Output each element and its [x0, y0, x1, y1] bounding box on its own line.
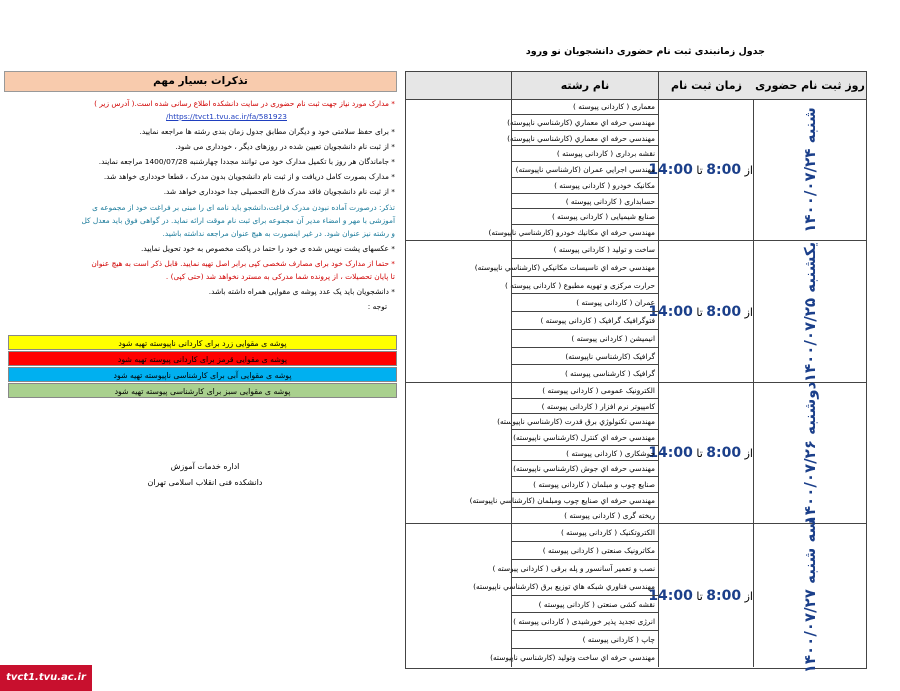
field-row: ساخت و تولید ( کاردانی پیوسته ): [511, 241, 658, 259]
time-to: 14:00: [648, 161, 693, 178]
note-line: آموزشی با مهر و امضاء مدیر آن مجموعه برای ثبت نام موقت ارائه نماید. در گواهی فوق باید معدل کل: [81, 216, 395, 225]
header-time: زمان ثبت نام: [658, 72, 754, 99]
time-from: 8:00: [706, 161, 742, 178]
note-line: * مدارک بصورت کامل دریافت و از ثبت نام دانشجویان بدون مدرک ، قطعا خودداری خواهد شد.: [103, 172, 395, 181]
schedule-group: [406, 241, 866, 383]
schedule-table: [405, 71, 867, 673]
field-row: حسابداری ( کاردانی پیوسته ): [511, 194, 658, 210]
note-line: * برای حفظ سلامتی خود و دیگران مطابق جدول زمان بندی رشته ها مراجعه نمایید.: [139, 127, 395, 136]
time-mid: تا: [692, 589, 707, 603]
field-row: مکاترونیک صنعتی ( کاردانی پیوسته ): [511, 542, 658, 560]
group-fields: [474, 241, 658, 382]
group-day-label: سه شنبه ۱۴۰۰/۰۷/۲۷: [801, 518, 819, 673]
notes-box: [4, 71, 397, 397]
field-row: ریخته گری ( کاردانی پیوسته ): [564, 511, 655, 521]
field-row: معماری ( کاردانی پیوسته ): [511, 99, 658, 115]
time-mid: تا: [692, 447, 707, 460]
time-to: 14:00: [648, 303, 693, 320]
group-day: [754, 518, 866, 673]
time-prefix: از: [741, 305, 753, 319]
site-logo[interactable]: tvct1.tvu.ac.ir: [0, 665, 92, 691]
group-day-label: شنبه ۱۴۰۰/۰۷/۲۴: [801, 106, 819, 233]
note-line: توجه :: [367, 302, 387, 311]
note-line: تذکر: درصورت آماده نبودن مدرک فراغت،دانشجو باید نامه ای را مبنی بر فراغت خود از مجموعه ی: [92, 203, 395, 212]
field-row: مهندسي تكنولوژي برق قدرت (كارشناسي ناپيوسته): [511, 414, 658, 430]
group-day: [754, 99, 866, 240]
footer-college: دانشکده فنی انقلاب اسلامی تهران: [147, 478, 263, 487]
note-line: * مدارک مورد نیاز جهت ثبت نام حضوری در سایت دانشکده اطلاع رسانی شده است.( آدرس زیر ): [94, 99, 395, 108]
note-line: * عکسهای پشت نویس شده ی خود را حتما در پاکت مخصوص به خود تحویل نمایید.: [140, 244, 395, 253]
time-to: 14:00: [648, 445, 693, 461]
notes-link[interactable]: https://tvct1.tvu.ac.ir/fa/581923/: [166, 112, 287, 121]
group-empty-cell: [406, 99, 512, 240]
field-row: مهندسي حرفه اي ساخت وتوليد (كارشناسي ناپيوسته): [490, 653, 655, 663]
time-from: 8:00: [706, 445, 742, 461]
field-row: مهندسي حرفه اي صنايع چوب ومبلمان (كارشناسي ناپيوسته): [511, 493, 658, 509]
field-row: فتوگرافیک گرافیک ( کاردانی پیوسته ): [511, 312, 658, 330]
schedule-group: [406, 518, 866, 673]
time-to: 14:00: [648, 587, 693, 604]
field-row: مهندسي حرفه اي كنترل (كارشناسي ناپيوسته): [511, 430, 658, 446]
note-line: * دانشجویان باید یک عدد پوشه ی مقوایی همراه داشته باشد.: [208, 287, 395, 296]
group-empty-cell: [406, 383, 512, 523]
group-day: [754, 383, 866, 523]
field-row: حرارت مرکزی و تهویه مطبوع ( کاردانی پیوسته ): [511, 277, 658, 295]
footer-office: اداره خدمات آموزش: [170, 462, 240, 471]
field-row: مهندسي حرفه اي جوش (كارشناسي ناپيوسته): [511, 461, 658, 477]
field-row: کامپیوتر نرم افزار ( کاردانی پیوسته ): [511, 399, 658, 415]
time-mid: تا: [692, 163, 707, 177]
schedule-group: [406, 383, 866, 524]
field-row: مهندسي حرفه اي معماري (كارشناسي ناپيوسته): [511, 115, 658, 131]
group-empty-cell: [406, 524, 512, 667]
group-time: [648, 383, 754, 523]
field-row: الکتروتکنیک ( کاردانی پیوسته ): [511, 524, 658, 542]
field-row: مکانیک خودرو ( کاردانی پیوسته ): [511, 178, 658, 194]
group-empty-cell: [406, 241, 512, 382]
field-row: صنایع شیمیایی ( کاردانی پیوسته ): [511, 209, 658, 225]
folder-color-bar: پوشه ی مقوایی آبی برای کارشناسی ناپیوسته تهیه شود: [8, 367, 397, 382]
field-row: نصب و تعمیر آسانسور و پله برقی ( کاردانی پیوسته ): [511, 560, 658, 578]
field-row: نقشه کشی صنعتی ( کاردانی پیوسته ): [511, 596, 658, 614]
note-line: * از ثبت نام دانشجویان فاقد مدرک فارغ التحصیلی جدا خودداری خواهد شد.: [163, 187, 395, 196]
field-row: مهندسي حرفه اي مكانيك خودرو (كارشناسي ناپيوسته): [488, 228, 655, 238]
header-day: روز ثبت نام حضوری: [755, 79, 865, 92]
group-fields: [473, 524, 658, 667]
field-row: گرافیک ( کارشناسی پیوسته ): [564, 369, 655, 379]
group-fields: [488, 99, 658, 240]
schedule-group: [406, 99, 866, 241]
group-day-label: یکشنبه ۱۴۰۰/۰۷/۲۵: [801, 241, 819, 382]
group-time: [648, 241, 754, 382]
time-prefix: از: [741, 589, 753, 603]
group-day: [754, 241, 866, 382]
header-empty: [405, 72, 511, 99]
field-row: انرژی تجدید پذیر خورشیدی ( کاردانی پیوسته ): [511, 613, 658, 631]
notes-header: تذکرات بسیار مهم: [4, 71, 397, 92]
field-row: مهندسي فناوري شبكه هاي توزيع برق (كارشناسي ناپيوسته): [511, 578, 658, 596]
field-row: نقشه برداری ( کاردانی پیوسته ): [511, 146, 658, 162]
note-line: * جاماندگان هر روز با تکمیل مدارک خود می توانند مجددا چهارشنبه 1400/07/28 مراجعه نمایند.: [98, 157, 395, 166]
note-line: * حتما از مدارک خود برای مصارف شخصی کپی برابر اصل تهیه نمایید. قابل ذکر است به هیچ عنوان: [91, 259, 395, 268]
group-time: [648, 99, 754, 240]
group-fields: [469, 383, 658, 523]
field-row: مهندسي حرفه اي معماري (كارشناسي ناپيوسته): [511, 131, 658, 147]
field-row: صنایع چوب و مبلمان ( کاردانی پیوسته ): [511, 477, 658, 493]
folder-color-bar: پوشه ی مقوایی سبز برای کارشناسی پیوسته تهیه شود: [8, 383, 397, 398]
group-time-label: [648, 161, 753, 178]
group-day-label: دوشنبه ۱۴۰۰/۰۷/۲۶: [801, 381, 819, 525]
field-row: عمران ( کاردانی پیوسته ): [511, 294, 658, 312]
field-row: مهندسي حرفه اي تاسيسات مكانيكي (كارشناسي ناپيوسته): [511, 259, 658, 277]
field-row: مهندسي اجرايي عمران (كارشناسي ناپيوسته): [511, 162, 658, 178]
page-title: جدول زمانبندی ثبت نام حضوری دانشجویان نو ورود: [525, 46, 765, 57]
time-mid: تا: [692, 305, 707, 319]
field-row: چاپ ( کاردانی پیوسته ): [511, 631, 658, 649]
table-header: [406, 72, 866, 100]
field-row: الکترونیک عمومی ( کاردانی پیوسته ): [511, 383, 658, 399]
time-prefix: از: [741, 447, 753, 460]
note-line: * از ثبت نام دانشجویان تعیین شده در روزهای دیگر ، خودداری می شود.: [175, 142, 395, 151]
time-from: 8:00: [706, 303, 742, 320]
group-time-label: [648, 445, 753, 461]
time-prefix: از: [741, 163, 753, 177]
field-row: انیمیشن ( کاردانی پیوسته ): [511, 330, 658, 348]
header-field: نام رشته: [511, 72, 658, 99]
group-time: [648, 524, 754, 667]
note-line: تا پایان تحصیلات ، از پرونده شما مدرکی به مسترد نخواهد شد (حتی کپی) .: [165, 272, 395, 281]
field-row: جوشکاری ( کاردانی پیوسته ): [511, 446, 658, 462]
group-time-label: [648, 587, 753, 604]
group-time-label: [648, 303, 753, 320]
folder-color-bar: پوشه ی مقوایی زرد برای کاردانی ناپیوسته تهیه شود: [8, 335, 397, 350]
folder-color-bar: پوشه ی مقوایی قرمز برای کاردانی پیوسته تهیه شود: [8, 351, 397, 366]
field-row: گرافیک (كارشناسي ناپيوسته): [511, 348, 658, 366]
note-line: و رشته نیز عنوان شود. در غیر اینصورت به هیچ عنوان مراجعه نداشته باشید.: [162, 229, 395, 238]
time-from: 8:00: [706, 587, 742, 604]
